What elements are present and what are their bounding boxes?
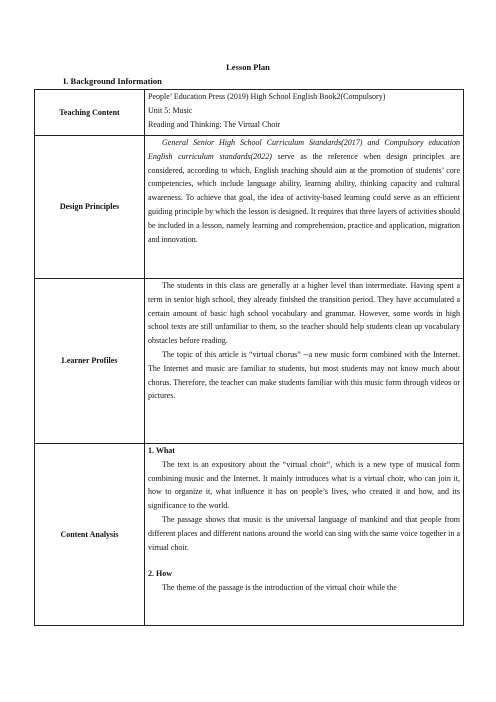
what-paragraph-1: The text is an expository about the “virtual choir”, which is a new type of musical form combining music and the Internet. It mainly introduces what is a virtual choir, who can join it, how to organize it, what influence it has on people’s lives, who created it and how, and its significance to the world. xyxy=(148,459,460,511)
learner-profiles-cell xyxy=(145,279,464,444)
table-row xyxy=(35,279,464,444)
section-heading: I. Background Information xyxy=(63,76,162,86)
what-heading: 1. What xyxy=(148,446,175,455)
how-paragraph: The theme of the passage is the introduction of the virtual choir while the xyxy=(162,583,397,593)
textbook-line: People’ Education Press (2019) High School English Book2(Compulsory) xyxy=(148,92,386,101)
learner-paragraph-2: The topic of this article is “virtual chorus” --a new music form combined with the Internet. The Internet and music are familiar to students, but most students may not know much about chorus. Therefore, the teacher can make students familiar with this music form through videos or pictures. xyxy=(148,349,460,401)
row-label-content-analysis: Content Analysis xyxy=(35,444,145,626)
unit-line: Unit 5: Music xyxy=(148,105,193,115)
page-title: Lesson Plan xyxy=(226,62,270,72)
table-row xyxy=(35,136,464,279)
table-row xyxy=(35,444,464,626)
row-label-learner-profiles: Learner Profiles xyxy=(35,279,145,444)
teaching-content-cell xyxy=(145,90,464,136)
paragraph-gap xyxy=(148,554,460,567)
row-label-design-principles: Design Principles xyxy=(35,136,145,279)
design-principles-cell xyxy=(145,136,464,279)
background-table xyxy=(34,89,464,626)
how-heading: 2. How xyxy=(148,569,172,579)
lesson-line: Reading and Thinking: The Virtual Choir xyxy=(148,119,281,129)
row-label-teaching-content: Teaching Content xyxy=(35,90,145,136)
learner-paragraph-1: The students in this class are generally at a higher level than intermediate. Having spent a term in senior high school, they already finished the transition period. They have accumulated a certain amount of basic high school vocabulary and grammar. However, some words in high school texts are still unfamiliar to them, so the teacher should help students clean up vocabulary obstacles before reading. xyxy=(148,281,460,346)
design-principles-text: serve as the reference when design principles are considered, according to which, English teaching should aim at the promotion of students’ core competencies, which include language ability, learning ability, thinking capacity and cultural awareness. To achieve that goal, the idea of activity-based learning could serve as an efficient guiding principle by which the lesson is designed. It requires that three layers of activities should be included in a lesson, namely learning and comprehension, practice and application, migration and innovation. xyxy=(148,151,460,244)
content-analysis-cell xyxy=(145,444,464,626)
what-paragraph-2: The passage shows that music is the universal language of mankind and that people from different places and different nations around the world can sing with the same voice together in a virtual choir. xyxy=(148,514,460,552)
table-row xyxy=(35,90,464,136)
design-principles-paragraph xyxy=(148,136,460,246)
curriculum-standards-title: General Senior High School Curriculum Standards(2017) and Compulsory education English curriculum standards(2022) xyxy=(148,138,460,161)
